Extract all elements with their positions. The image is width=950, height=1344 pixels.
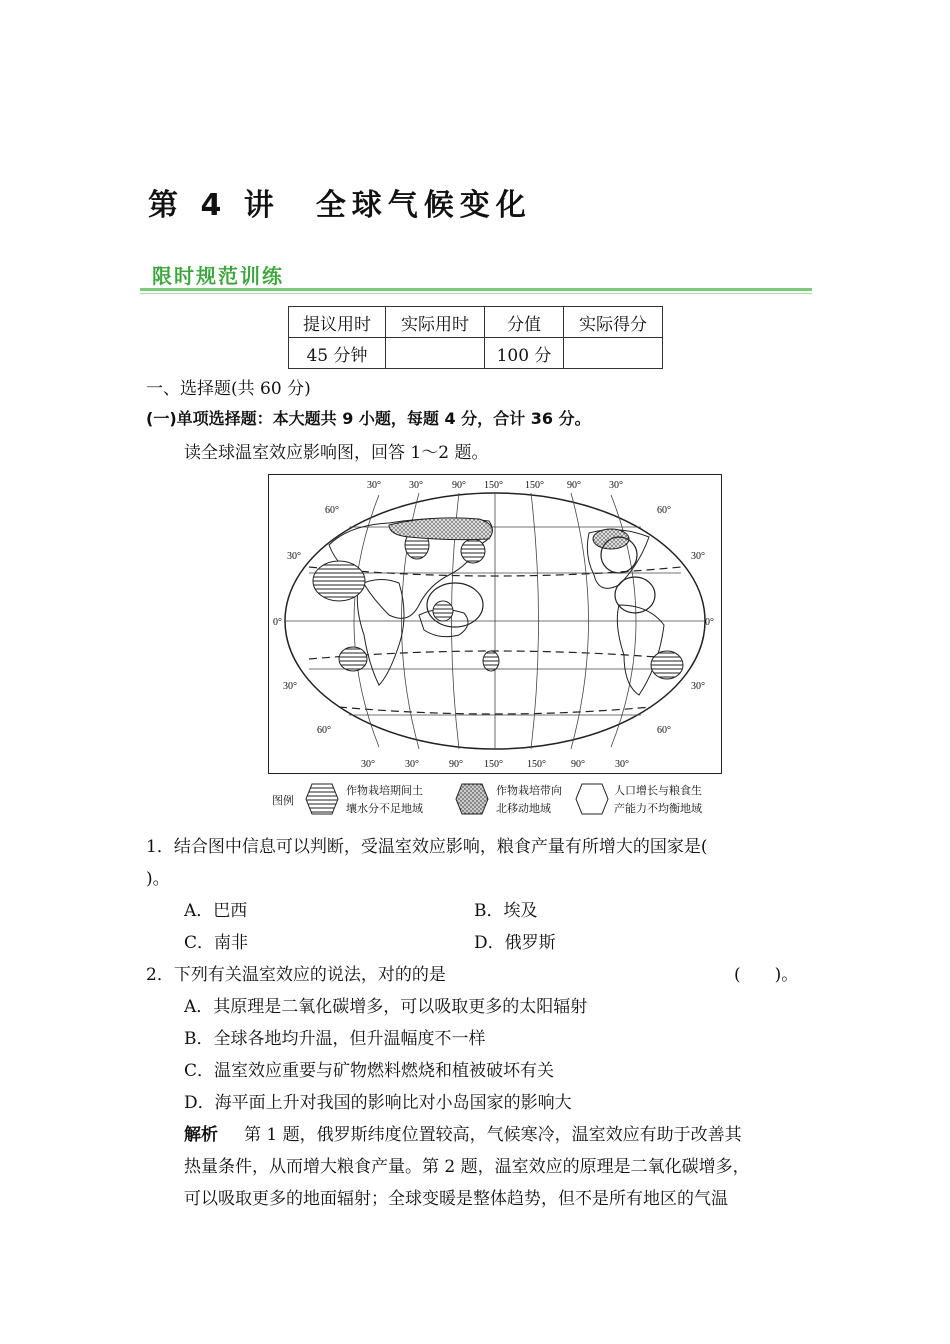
table-cell — [386, 338, 485, 369]
world-map-figure — [268, 474, 722, 774]
question-2-option-d[interactable]: D．海平面上升对我国的影响比对小岛国家的影响大 — [184, 1093, 572, 1113]
bottom-label: 30° — [405, 759, 419, 770]
legend-label-line1: 作物栽培期间土 — [346, 784, 423, 797]
water-deficit-region — [483, 651, 499, 671]
table-cell: 45 分钟 — [289, 338, 386, 369]
question-2-blank: ( )。 — [734, 965, 799, 985]
intro-text: 读全球温室效应影响图，回答 1～2 题。 — [184, 443, 489, 463]
bottom-label: 90° — [571, 759, 585, 770]
top-label: 90° — [567, 480, 581, 491]
left-label: 30° — [287, 551, 301, 562]
world-map — [269, 475, 721, 773]
water-deficit-region — [433, 601, 453, 621]
question-1-option-c[interactable]: C．南非 — [184, 933, 249, 953]
analysis-line: 可以吸取更多的地面辐射；全球变暖是整体趋势，但不是所有地区的气温 — [184, 1189, 728, 1209]
legend-dots-icon — [454, 782, 490, 816]
top-label: 150° — [484, 480, 503, 491]
banner-divider-thin — [140, 293, 812, 294]
legend-hatch-icon — [304, 782, 340, 816]
table-header-row — [289, 307, 663, 338]
analysis-line: 第 1 题，俄罗斯纬度位置较高，气候寒冷，温室效应有助于改善其 — [244, 1125, 742, 1145]
legend-label-line2: 产能力不均衡地域 — [614, 802, 702, 815]
bottom-label: 30° — [361, 759, 375, 770]
page-title: 第 4 讲 全球气候变化 — [148, 188, 532, 223]
table-cell — [564, 338, 663, 369]
question-1-stem: 1．结合图中信息可以判断，受温室效应影响，粮食产量有所增大的国家是( — [146, 837, 708, 857]
left-label: 0° — [273, 617, 282, 628]
top-label: 30° — [409, 480, 423, 491]
question-1-option-d[interactable]: D．俄罗斯 — [474, 933, 556, 953]
question-2-stem: 2．下列有关温室效应的说法，对的的是 — [146, 965, 446, 985]
right-label: 60° — [657, 505, 671, 516]
question-1-option-a[interactable]: A．巴西 — [184, 901, 248, 921]
table-header-cell: 分值 — [485, 307, 564, 338]
bottom-label: 30° — [615, 759, 629, 770]
table-header-cell: 实际用时 — [386, 307, 485, 338]
section-banner — [140, 258, 812, 296]
legend-label-line2: 壤水分不足地域 — [346, 802, 423, 815]
left-label: 60° — [325, 505, 339, 516]
question-1-option-b[interactable]: B．埃及 — [474, 901, 538, 921]
water-deficit-region — [313, 561, 365, 601]
left-label: 30° — [283, 681, 297, 692]
top-label: 150° — [525, 480, 544, 491]
legend-outline-icon — [574, 782, 610, 816]
legend-label-line1: 人口增长与粮食生 — [614, 784, 702, 797]
analysis-line: 热量条件，从而增大粮食产量。第 2 题，温室效应的原理是二氧化碳增多， — [184, 1157, 750, 1177]
section-subheading: (一)单项选择题：本大题共 9 小题，每题 4 分，合计 36 分。 — [146, 409, 591, 428]
time-table — [288, 306, 663, 369]
left-label: 60° — [317, 725, 331, 736]
legend-label-line2: 北移动地域 — [496, 802, 551, 815]
question-2-option-b[interactable]: B．全球各地均升温，但升温幅度不一样 — [184, 1029, 486, 1049]
water-deficit-region — [651, 651, 683, 679]
top-label: 30° — [609, 480, 623, 491]
legend-label-line1: 作物栽培带向 — [496, 784, 562, 797]
table-cell: 100 分 — [485, 338, 564, 369]
water-deficit-region — [461, 539, 485, 563]
question-1-stem-end: )。 — [146, 869, 170, 889]
right-label: 30° — [691, 551, 705, 562]
table-header-cell: 实际得分 — [564, 307, 663, 338]
banner-label: 限时规范训练 — [152, 264, 284, 288]
right-label: 0° — [705, 617, 714, 628]
right-label: 60° — [657, 725, 671, 736]
question-2-option-c[interactable]: C．温室效应重要与矿物燃料燃烧和植被破坏有关 — [184, 1061, 555, 1081]
map-legend — [268, 778, 720, 820]
table-row — [289, 338, 663, 369]
water-deficit-region — [339, 647, 367, 671]
legend-title: 图例 — [272, 794, 294, 807]
question-2-option-a[interactable]: A．其原理是二氧化碳增多，可以吸取更多的太阳辐射 — [184, 997, 588, 1017]
section-heading: 一、选择题(共 60 分) — [146, 379, 311, 399]
table-header-cell: 提议用时 — [289, 307, 386, 338]
top-label: 90° — [452, 480, 466, 491]
bottom-label: 90° — [449, 759, 463, 770]
bottom-label: 150° — [527, 759, 546, 770]
analysis-label: 解析 — [184, 1125, 218, 1145]
top-label: 30° — [367, 480, 381, 491]
right-label: 30° — [691, 681, 705, 692]
banner-divider — [140, 288, 812, 291]
bottom-label: 150° — [484, 759, 503, 770]
